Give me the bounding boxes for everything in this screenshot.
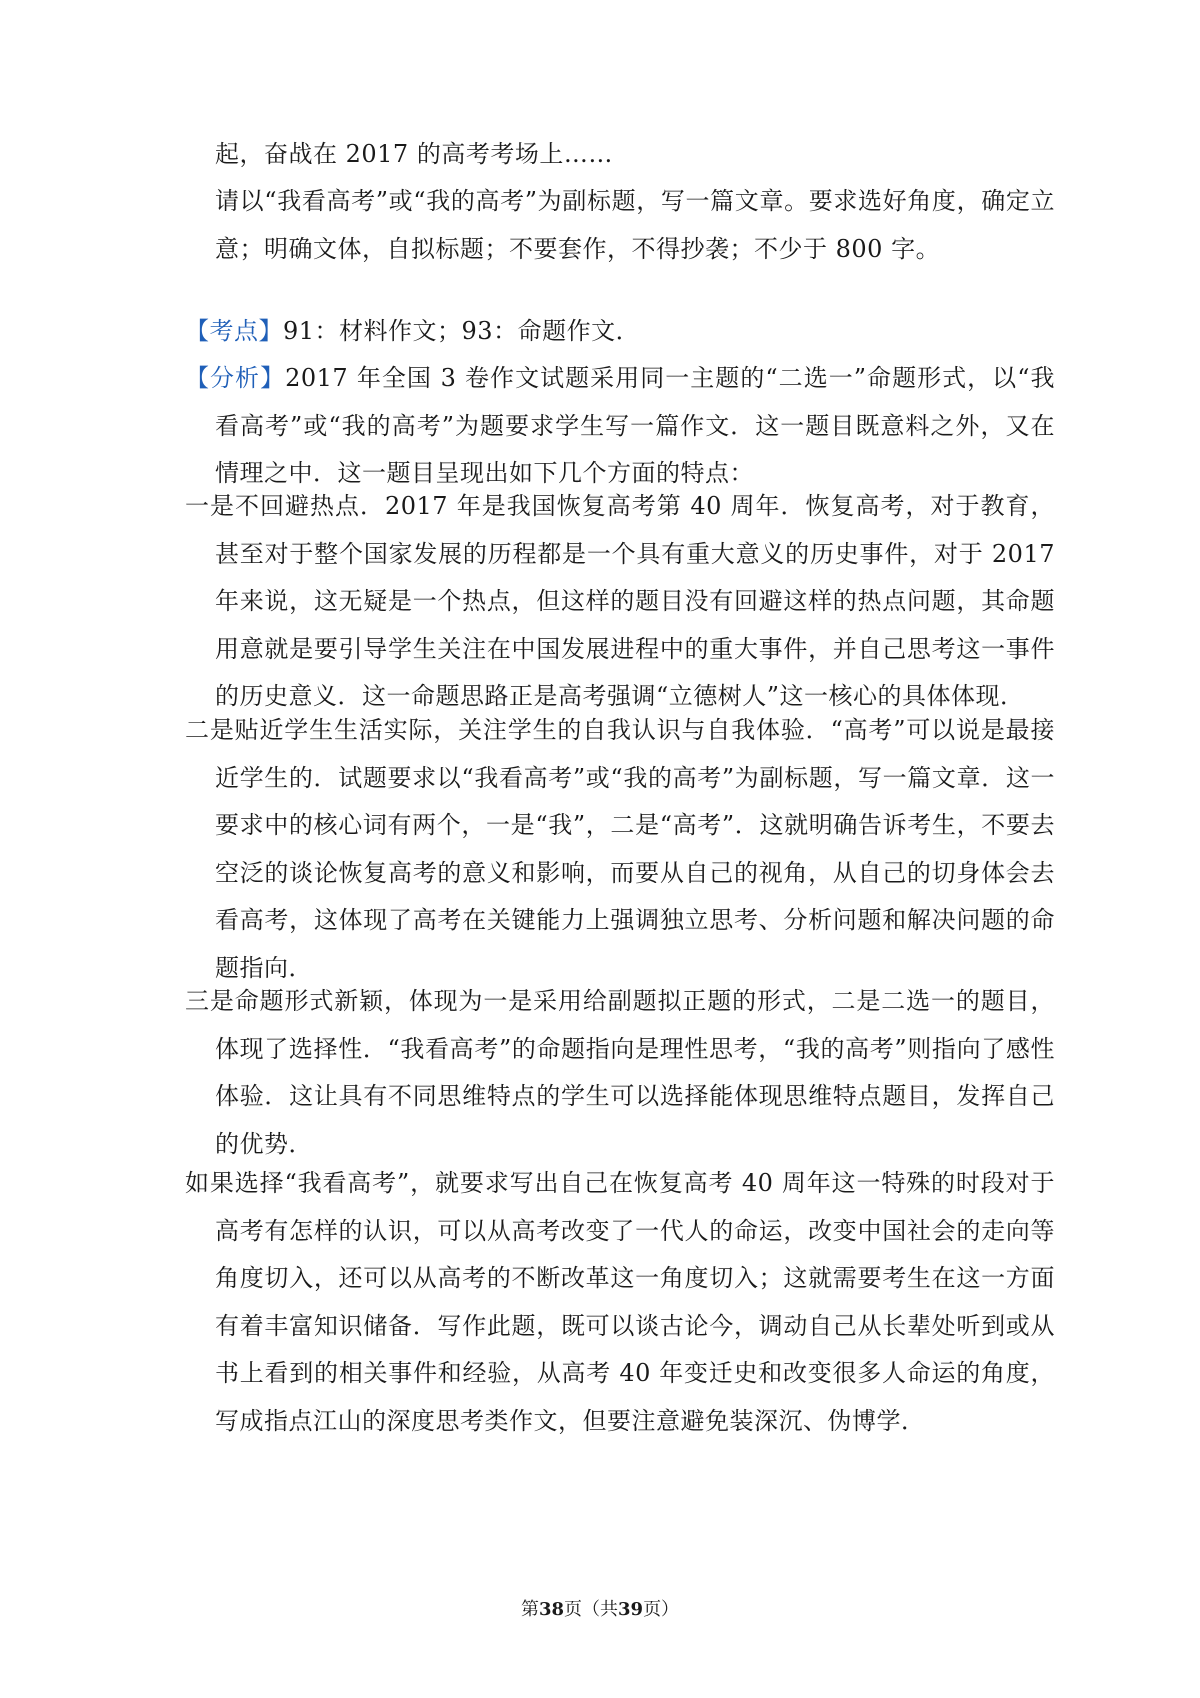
kaodian-text: 91：材料作文；93：命题作文． [283,317,641,345]
page-total: 39 [618,1599,644,1620]
writing-prompt [185,178,1055,273]
fenxi-tag: 【分析】 [185,364,286,392]
footer-suffix: 页） [643,1599,680,1620]
point-text: 一是不回避热点．2017 年是我国恢复高考第 40 周年．恢复高考，对于教育，甚至对于整个国家发展的历程都是一个具有重大意义的历史事件，对于 2017 年来说，这无疑是一个热点，但这样的题目没有回避这样的热点问题，其命题用意就是要引导学生关注在中国发展进程中的重大事件，并自己思考这一事件的历史意义．这一命题思路正是高考强调“立德树人”这一核心的具体体现． [185,492,1055,710]
page-number: 38 [538,1599,564,1620]
fenxi-section [185,355,1055,498]
point-text: 三是命题形式新颖，体现为一是采用给副题拟正题的形式，二是二选一的题目，体现了选择性．“我看高考”的命题指向是理性思考，“我的高考”则指向了感性体验．这让具有不同思维特点的学生可以选择能体现思维特点题目，发挥自己的优势． [185,987,1055,1158]
kaodian-tag: 【考点】 [185,317,283,345]
fenxi-text: 2017 年全国 3 卷作文试题采用同一主题的“二选一”命题形式，以“我看高考”或“我的高考”为题要求学生写一篇作文．这一题目既意料之外，又在情理之中．这一题目呈现出如下几个方面的特点： [215,364,1056,487]
intro-line [185,131,1055,179]
point-paragraph-4 [185,1160,1055,1445]
kaodian-section [185,308,1055,356]
point-text: 如果选择“我看高考”，就要求写出自己在恢复高考 40 周年这一特殊的时段对于高考有怎样的认识，可以从高考改变了一代人的命运，改变中国社会的走向等角度切入，还可以从高考的不断改革这一角度切入；这就需要考生在这一方面有着丰富知识储备．写作此题，既可以谈古论今，调动自己从长辈处听到或从书上看到的相关事件和经验，从高考 40 年变迁史和改变很多人命运的角度，写成指点江山的深度思考类作文，但要注意避免装深沉、伪博学． [185,1169,1055,1435]
footer-middle: 页（共 [564,1599,618,1620]
footer-prefix: 第 [520,1599,539,1620]
point-paragraph-3 [185,978,1055,1168]
point-paragraph-2 [185,707,1055,992]
point-paragraph-1 [185,483,1055,721]
point-text: 二是贴近学生生活实际，关注学生的自我认识与自我体验．“高考”可以说是最接近学生的．试题要求以“我看高考”或“我的高考”为副标题，写一篇文章．这一要求中的核心词有两个，一是“我”，二是“高考”．这就明确告诉考生，不要去空泛的谈论恢复高考的意义和影响，而要从自己的视角，从自己的切身体会去看高考，这体现了高考在关键能力上强调独立思考、分析问题和解决问题的命题指向． [185,716,1055,982]
page-footer [0,1595,1200,1621]
prompt-text: 请以“我看高考”或“我的高考”为副标题，写一篇文章。要求选好角度，确定立意；明确文体，自拟标题；不要套作，不得抄袭；不少于 800 字。 [215,187,1055,263]
intro-text: 起，奋战在 2017 的高考考场上…… [215,140,613,168]
